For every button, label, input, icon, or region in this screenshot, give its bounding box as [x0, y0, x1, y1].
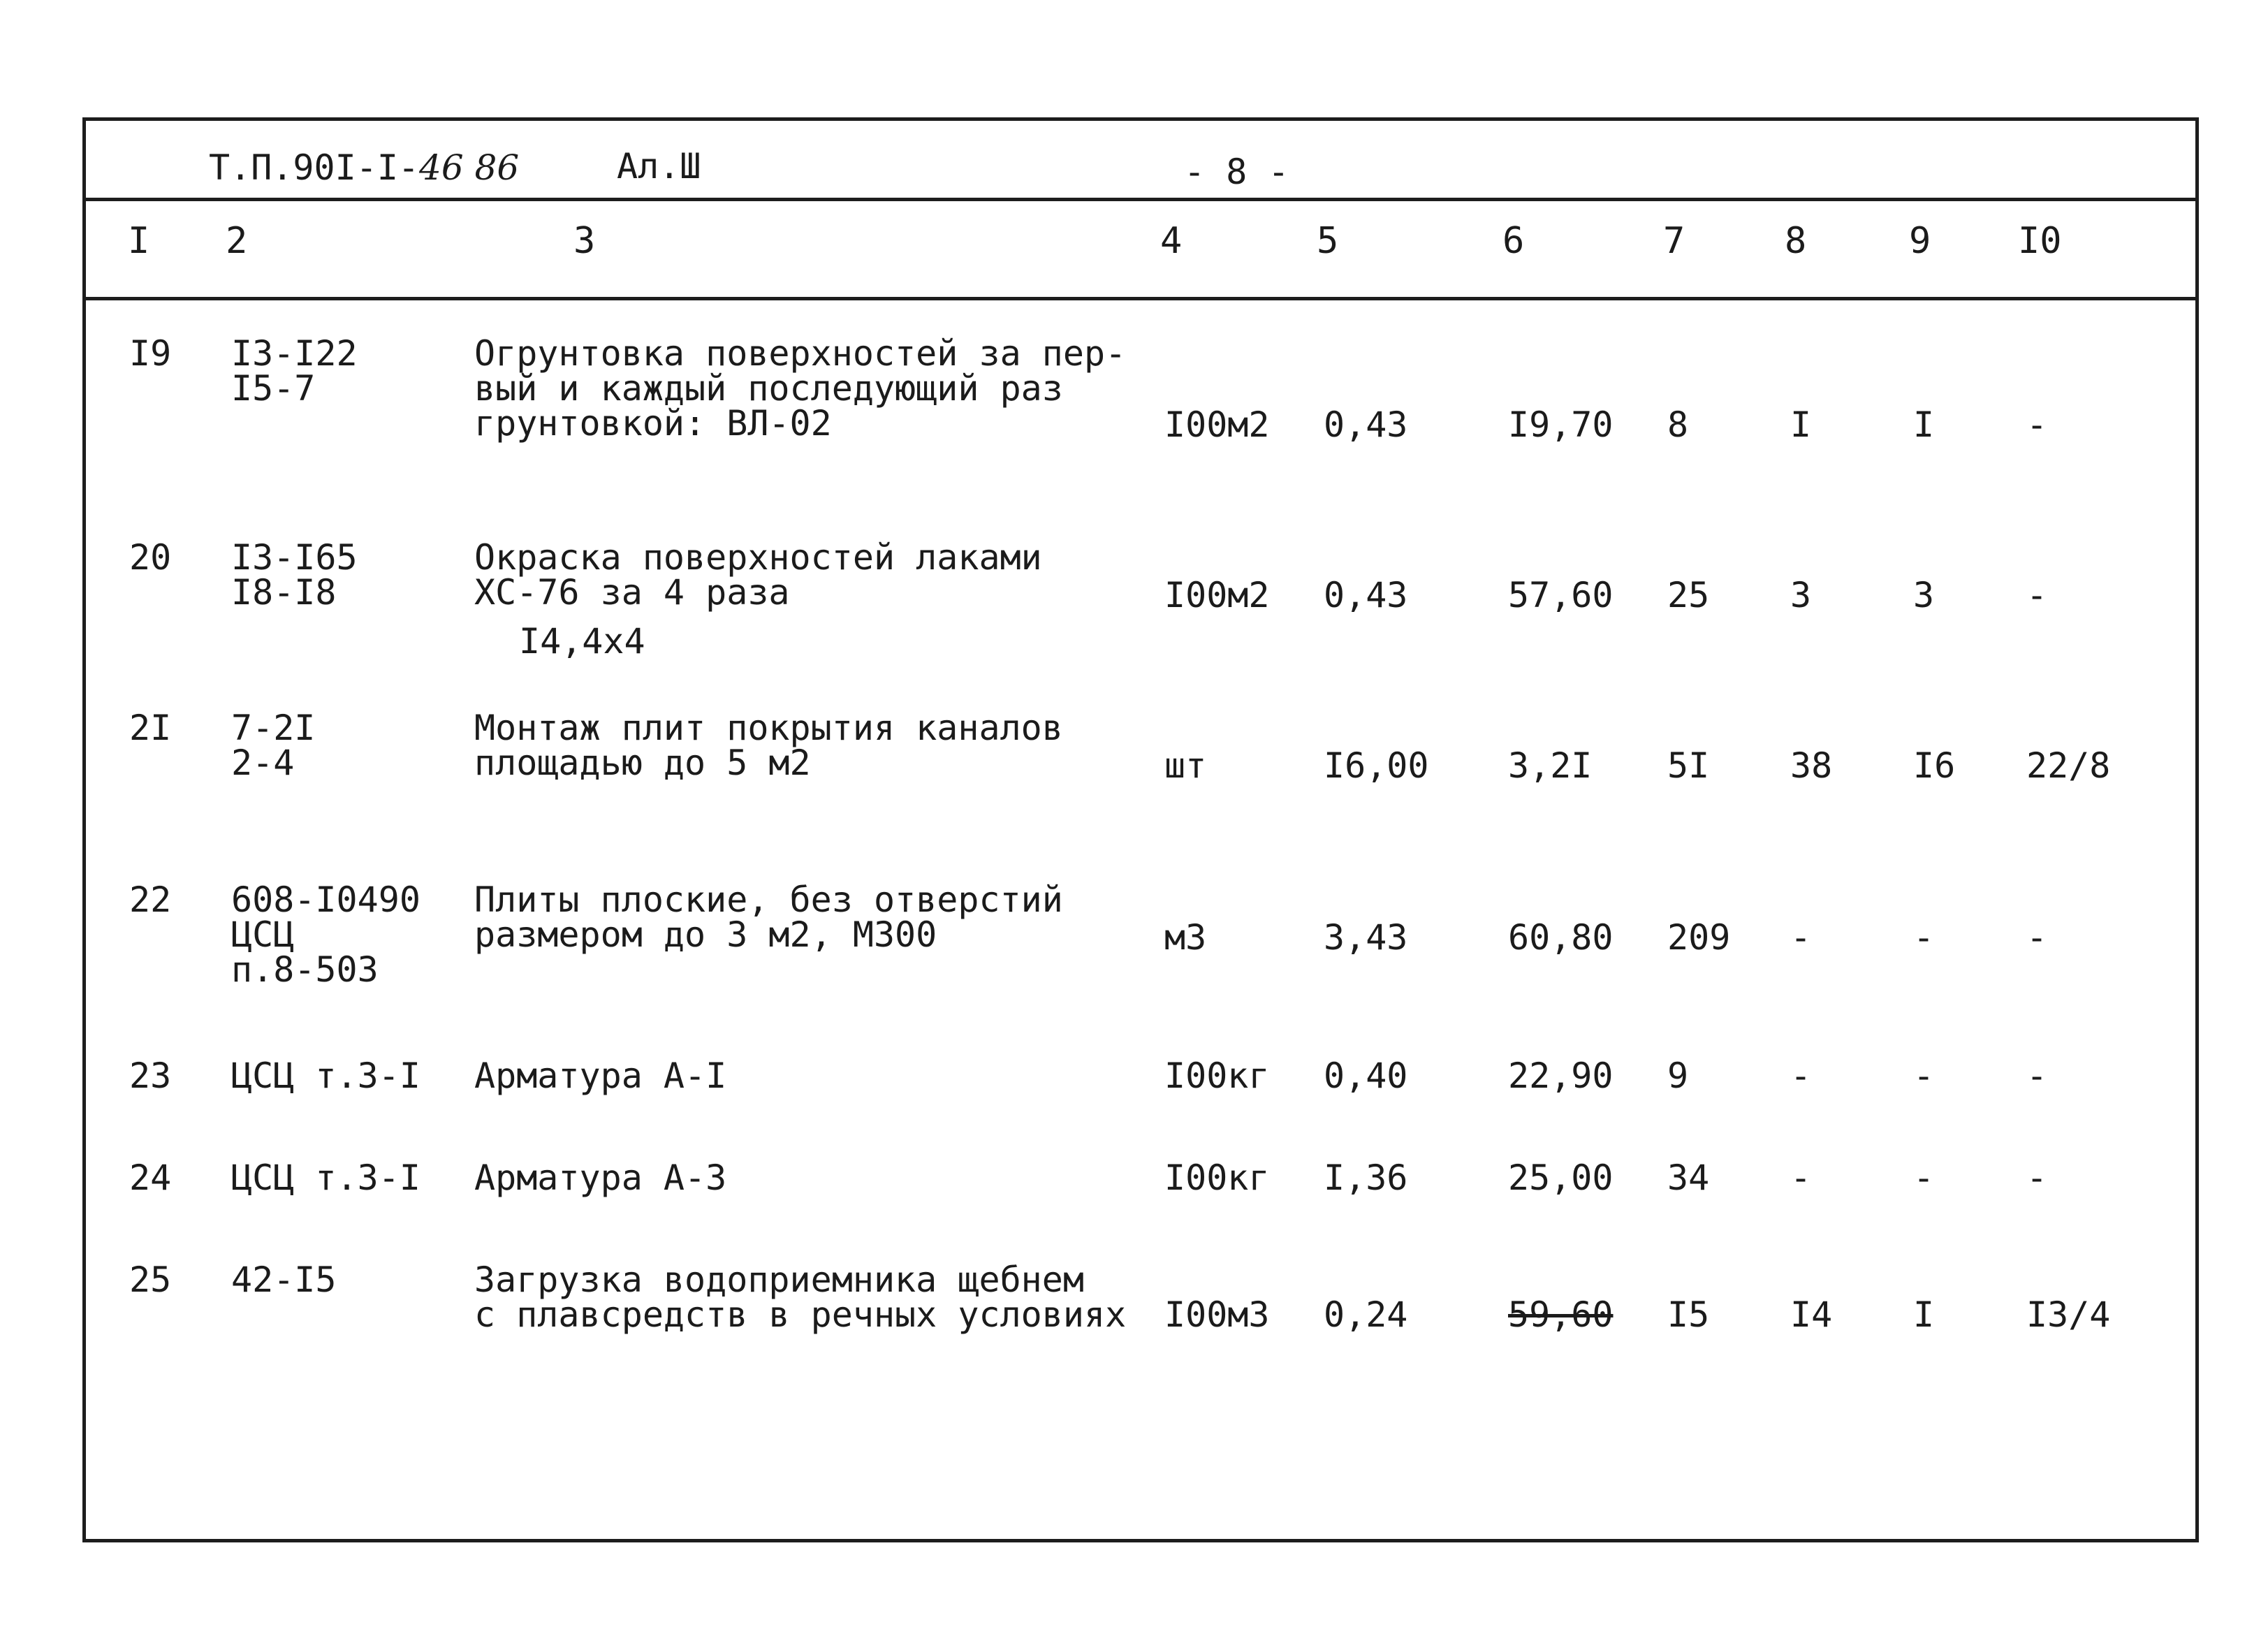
norm-code: 42-I5	[231, 1260, 337, 1300]
column-header-divider	[86, 297, 2195, 300]
row-number: 25	[129, 1260, 172, 1300]
unit: м3	[1164, 917, 1207, 958]
quantity: I,36	[1324, 1158, 1408, 1198]
norm-code: ЦСЦ т.3-I	[231, 1056, 420, 1096]
row-number: 20	[129, 537, 172, 578]
col10-value: -	[2026, 404, 2048, 445]
unit: I00м3	[1164, 1294, 1270, 1335]
col8-value: 38	[1790, 745, 1833, 786]
col8-value: -	[1790, 1056, 1812, 1096]
unit: I00кг	[1164, 1056, 1270, 1096]
col8-value: I	[1790, 404, 1812, 445]
col7-value: 25	[1667, 575, 1710, 615]
unit-price: 22,90	[1508, 1056, 1614, 1096]
column-number-4: 4	[1160, 220, 1183, 262]
doc-code-handwritten: 46 86	[419, 147, 520, 188]
unit: I00м2	[1164, 575, 1270, 615]
col8-value: I4	[1790, 1294, 1833, 1335]
row-number: 22	[129, 879, 172, 920]
work-note: I4,4х4	[519, 621, 645, 662]
col9-value: I	[1913, 1294, 1935, 1335]
norm-code: 7-2I 2-4	[231, 708, 316, 783]
quantity: 0,43	[1324, 575, 1408, 615]
work-description: Монтаж плит покрытия каналов площадью до 5 м2	[474, 708, 1063, 783]
row-number: 24	[129, 1158, 172, 1198]
doc-code-printed: Т.П.90I-I-	[209, 147, 420, 188]
col9-value: I	[1913, 404, 1935, 445]
column-number-1: I	[128, 220, 150, 262]
col7-value: 9	[1667, 1056, 1689, 1096]
col8-value: 3	[1790, 575, 1812, 615]
col9-value: -	[1913, 917, 1935, 958]
row-number: 2I	[129, 708, 172, 748]
col7-value: 8	[1667, 404, 1689, 445]
unit: I00кг	[1164, 1158, 1270, 1198]
col7-value: 209	[1667, 917, 1731, 958]
quantity: 0,24	[1324, 1294, 1408, 1335]
work-description: Загрузка водоприемника щебнем с плавсредств в речных условиях	[474, 1260, 1127, 1335]
norm-code: I3-I22 I5-7	[231, 333, 358, 409]
col9-value: -	[1913, 1056, 1935, 1096]
col7-value: 34	[1667, 1158, 1710, 1198]
column-number-2: 2	[226, 220, 248, 262]
work-description: Арматура А-I	[474, 1056, 727, 1096]
col9-value: I6	[1913, 745, 1956, 786]
col9-value: 3	[1913, 575, 1935, 615]
col8-value: -	[1790, 1158, 1812, 1198]
album-label: Ал.Ш	[617, 146, 701, 187]
col10-value: -	[2026, 1056, 2048, 1096]
column-number-10: I0	[2018, 220, 2062, 262]
quantity: 0,40	[1324, 1056, 1408, 1096]
norm-code: 608-I0490 ЦСЦ п.8-503	[231, 879, 420, 990]
unit: шт	[1164, 745, 1207, 786]
norm-code: ЦСЦ т.3-I	[231, 1158, 420, 1198]
col9-value: -	[1913, 1158, 1935, 1198]
quantity: I6,00	[1324, 745, 1429, 786]
col10-value: 22/8	[2026, 745, 2111, 786]
row-number: I9	[129, 333, 172, 374]
col10-value: -	[2026, 917, 2048, 958]
column-number-6: 6	[1502, 220, 1525, 262]
unit-price: 60,80	[1508, 917, 1614, 958]
col8-value: -	[1790, 917, 1812, 958]
col10-value: -	[2026, 1158, 2048, 1198]
work-description: Окраска поверхностей лаками ХС-76 за 4 раза	[474, 537, 1042, 613]
col7-value: 5I	[1667, 745, 1710, 786]
quantity: 3,43	[1324, 917, 1408, 958]
document-sheet	[82, 117, 2199, 1542]
unit: I00м2	[1164, 404, 1270, 445]
doc-code	[209, 147, 520, 188]
unit-price: 59,60	[1508, 1294, 1614, 1335]
row-number: 23	[129, 1056, 172, 1096]
column-number-5: 5	[1317, 220, 1339, 262]
col7-value: I5	[1667, 1294, 1710, 1335]
unit-price: 57,60	[1508, 575, 1614, 615]
column-number-8: 8	[1785, 220, 1807, 262]
work-description: Плиты плоские, без отверстий размером до 3 м2, М300	[474, 879, 1063, 955]
header-divider	[86, 198, 2195, 201]
page-number: - 8 -	[1184, 152, 1289, 192]
column-number-3: 3	[573, 220, 596, 262]
column-number-7: 7	[1663, 220, 1685, 262]
quantity: 0,43	[1324, 404, 1408, 445]
work-description: Огрунтовка поверхностей за пер- вый и каждый последующий раз грунтовкой: ВЛ-02	[474, 333, 1127, 444]
unit-price: I9,70	[1508, 404, 1614, 445]
work-description: Арматура А-3	[474, 1158, 727, 1198]
norm-code: I3-I65 I8-I8	[231, 537, 358, 613]
col10-value: I3/4	[2026, 1294, 2111, 1335]
col10-value: -	[2026, 575, 2048, 615]
column-number-9: 9	[1909, 220, 1931, 262]
unit-price: 25,00	[1508, 1158, 1614, 1198]
unit-price: 3,2I	[1508, 745, 1593, 786]
